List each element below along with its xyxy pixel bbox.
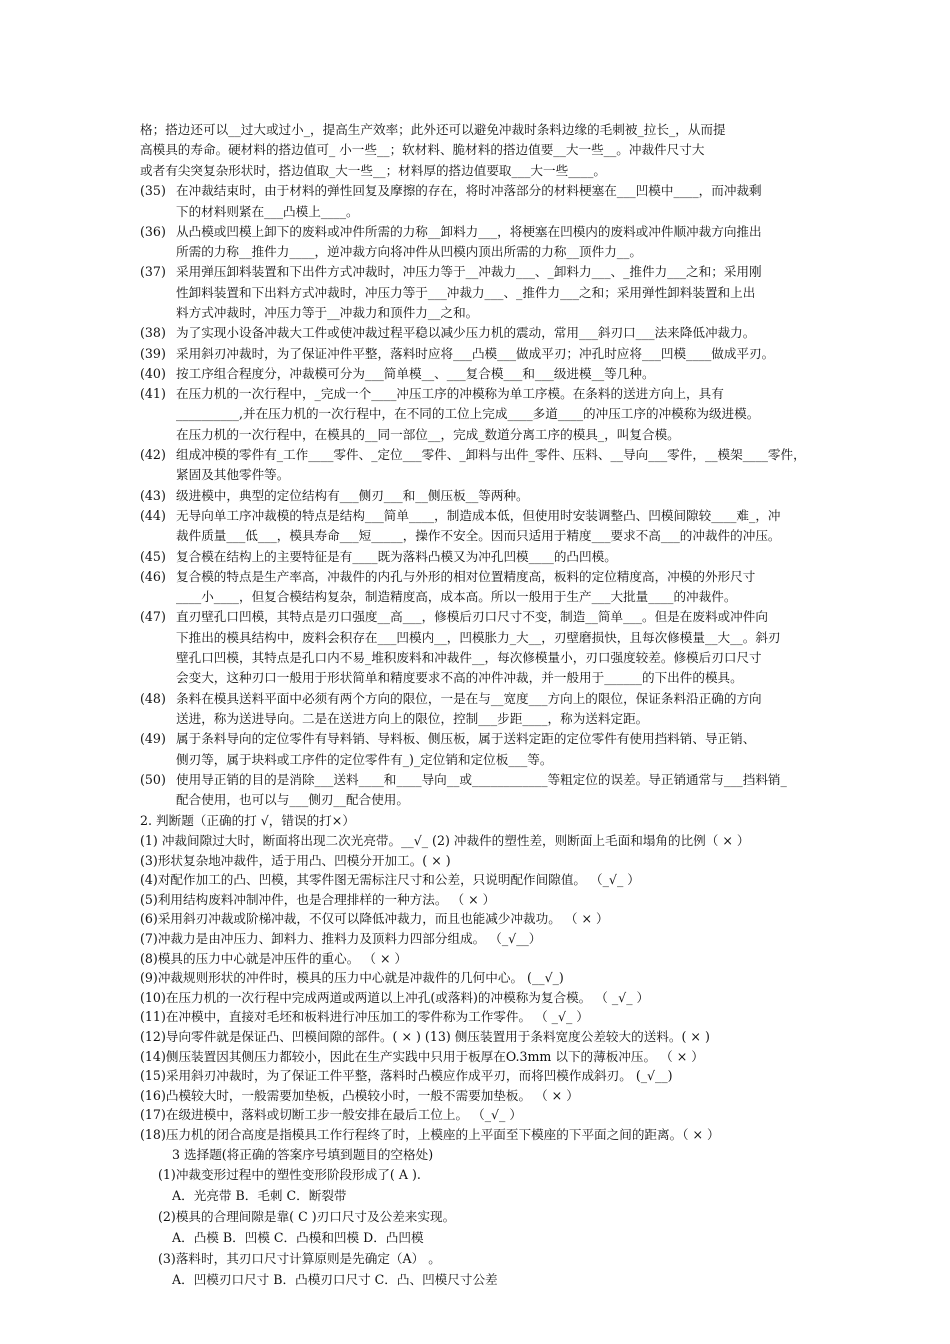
question-line: 侧刃等，属于块料或工序件的定位零件有_)_定位销和定位板___等。 (176, 751, 553, 767)
judge-item: (11)在冲模中，直接对毛坯和板料进行冲压加工的零件称为工作零件。 （ _√_ ） (140, 1009, 589, 1025)
question-line: 条料在模具送料平面中必须有两个方向的限位，一是在与__宽度___方向上的限位，保证条料沿正确的方向 (176, 690, 762, 706)
question-line: 在压力机的一次行程中，在模具的__同一部位__，完成_数道分离工序的模具_，叫复合模。 (176, 426, 680, 442)
judge-item: (12)导向零件就是保证凸、凹模间隙的部件。( × ) (13) 侧压装置用于条料宽度公差较大的送料。( × ) (140, 1028, 710, 1044)
question-line: 所需的力称__推件力____，逆冲裁方向将冲件从凹模内顶出所需的力称__顶件力__。 (176, 244, 642, 260)
choice-section-heading: 3 选择题(将正确的答案序号填到题目的空格处) (172, 1146, 434, 1162)
question-line: 裁件质量___低___，模具寿命___短_____，操作不安全。因而只适用于精度___要求不高___的冲裁件的冲压。 (176, 528, 781, 544)
question-line: 采用斜刃冲裁时，为了保证冲件平整，落料时应将___凸模___做成平刃；冲孔时应将___凹模____做成平刃。 (176, 345, 775, 361)
question-number: (38) (140, 325, 166, 341)
question-number: (40) (140, 365, 166, 381)
question-line: 采用弹压卸料装置和下出件方式冲裁时，冲压力等于__冲裁力___、_卸料力___、_推件力___之和；采用刚 (176, 264, 762, 280)
question-line: ____小____，但复合模结构复杂，制造精度高，成本高。所以一般用于生产___大批量____的冲裁件。 (176, 589, 737, 605)
intro-line: 格；搭边还可以__过大或过小_，提高生产效率；此外还可以避免冲裁时条料边缘的毛刺被_拉长_，从而提 (140, 122, 726, 137)
judge-item: (16)凸模较大时，一般需要加垫板，凸模较小时，一般不需要加垫板。 （ × ） (140, 1087, 579, 1103)
question-item (140, 445, 830, 486)
intro-line: 或者有尖突复杂形状时，搭边值取_大一些__；材料厚的搭边值要取___大一些____。 (140, 162, 606, 178)
question-number: (43) (140, 487, 166, 503)
choice-options: A．凸模 B．凹模 C．凸模和凹模 D．凸凹模 (172, 1230, 424, 1246)
question-line: 会变大，这种刃口一般用于形状简单和精度要求不高的冲件冲裁，并一般用于______的下出件的模具。 (176, 670, 743, 686)
question-item (140, 181, 830, 222)
judge-item: (18)压力机的闭合高度是指模具工作行程终了时，上模座的上平面至下模座的下平面之间的距离。（ × ） (140, 1126, 720, 1142)
judge-item: (3)形状复杂地冲裁件，适于用凸、凹模分开加工。( × ) (140, 852, 451, 868)
choice-options: A．凹模刃口尺寸 B．凸模刃口尺寸 C．凸、凹模尺寸公差 (172, 1272, 498, 1288)
judge-item: (15)采用斜刃冲裁时，为了保证工件平整，落料时凸模应作成平刃，而将凹模作成斜刃。 (_√__) (140, 1068, 673, 1084)
question-item (140, 729, 830, 770)
question-item (140, 607, 830, 688)
question-item (140, 506, 830, 547)
question-item (140, 689, 830, 730)
question-line: 使用导正销的目的是消除___送料____和____导向__或____________等粗定位的误差。导正销通常与___挡料销_ (176, 771, 787, 787)
question-item (140, 770, 830, 811)
choice-questions (140, 1164, 830, 1290)
question-line: __________,并在压力机的一次行程中，在不同的工位上完成____多道____的冲压工序的冲模称为级进模。 (176, 406, 760, 422)
question-line: 性卸料装置和下出料方式冲裁时，冲压力等于___冲裁力___、_推件力___之和；采用弹性卸料装置和上出 (176, 284, 756, 300)
question-number: (44) (140, 507, 166, 523)
question-line: 属于条料导向的定位零件有导料销、导料板、侧压板，属于送料定距的定位零件有使用挡料销、导正销、 (176, 731, 756, 747)
question-line: 配合使用，也可以与___侧刃__配合使用。 (176, 792, 409, 808)
question-number: (48) (140, 690, 166, 706)
judge-section-heading: 2. 判断题（正确的打 √，错误的打×） (140, 813, 355, 829)
question-item (140, 384, 830, 445)
question-line: 直刃壁孔口凹模，其特点是刃口强度__高___，修模后刃口尺寸不变，制造__简单___。但是在废料或冲件向 (176, 609, 768, 625)
judge-item: (7)冲裁力是由冲压力、卸料力、推料力及顶料力四部分组成。 （_√__） (140, 930, 542, 946)
judge-item: (6)采用斜刃冲裁或阶梯冲裁，不仅可以降低冲裁力，而且也能减少冲裁功。 （ × ） (140, 911, 609, 927)
judge-item: (1) 冲裁间隙过大时，断面将出现二次光亮带。__√_ (2) 冲裁件的塑性差，则断面上毛面和塌角的比例（ × ） (140, 833, 750, 849)
question-line: 组成冲模的零件有_工作____零件、_定位___零件、_卸料与出件_零件、压料、__导向___零件，__模架____零件， (176, 447, 806, 463)
question-line: 壁孔口凹模，其特点是孔口内不易_堆积废料和冲裁件__，每次修模量小，刃口强度较差。修模后刃口尺寸 (176, 650, 762, 666)
question-line: 从凸模或凹模上卸下的废料或冲件所需的力称__卸料力___，将梗塞在凹模内的废料或冲件顺冲裁方向推出 (176, 223, 762, 239)
judge-item: (9)冲裁规则形状的冲件时，模具的压力中心就是冲裁件的几何中心。 (__√_) (140, 970, 564, 986)
question-line: 在冲裁结束时，由于材料的弹性回复及摩擦的存在，将时冲落部分的材料梗塞在___凹模中____，而冲裁剩 (176, 183, 762, 199)
judge-questions (140, 831, 830, 1145)
question-item (140, 344, 830, 364)
question-line: 送进，称为送进导向。二是在送进方向上的限位，控制___步距____，称为送料定距。 (176, 710, 649, 726)
judge-item: (4)对配作加工的凸、凹模，其零件图无需标注尺寸和公差，只说明配作间隙值。 （_√_ ） (140, 872, 640, 888)
question-line: 级进模中，典型的定位结构有___侧刃___和__侧压板__等两种。 (176, 487, 529, 503)
question-number: (46) (140, 568, 166, 584)
judge-item: (10)在压力机的一次行程中完成两道或两道以上冲孔(或落料)的冲模称为复合模。 （ _√_ ） (140, 989, 650, 1005)
question-item (140, 567, 830, 608)
question-item (140, 486, 830, 506)
question-line: 为了实现小设备冲裁大工件或使冲裁过程平稳以减少压力机的震动，常用___斜刃口___法来降低冲裁力。 (176, 325, 756, 341)
question-line: 下推出的模具结构中，废料会积存在___凹模内__，凹模胀力_大__，刃壁磨损快，且每次修模量__大__。斜刃 (176, 629, 781, 645)
judge-item: (5)利用结构废料冲制冲件，也是合理排样的一种方法。 （ × ） (140, 891, 496, 907)
choice-options: A．光亮带 B．毛刺 C．断裂带 (172, 1188, 347, 1204)
question-line: 按工序组合程度分，冲裁模可分为___简单模__、___复合模___和___级进模__等几种。 (176, 365, 655, 381)
question-line: 复合模的特点是生产率高，冲裁件的内孔与外形的相对位置精度高，板料的定位精度高，冲模的外形尺寸 (176, 568, 756, 584)
choice-question: (3)落料时，其刃口尺寸计算原则是先确定（A） 。 (158, 1251, 441, 1267)
question-line: 无导向单工序冲裁模的特点是结构___简单____，制造成本低，但使用时安装调整凸、凹模间隙较____难_，冲 (176, 507, 781, 523)
question-item (140, 364, 830, 384)
question-number: (41) (140, 386, 166, 402)
question-number: (36) (140, 223, 166, 239)
question-number: (49) (140, 731, 166, 747)
question-number: (45) (140, 548, 166, 564)
question-number: (37) (140, 264, 166, 280)
question-item (140, 323, 830, 343)
question-line: 复合模在结构上的主要特征是有____既为落料凸模又为冲孔凹模____的凸凹模。 (176, 548, 617, 564)
question-item (140, 262, 830, 323)
question-item (140, 222, 830, 263)
fill-in-questions (140, 181, 830, 810)
question-line: 料方式冲裁时，冲压力等于__冲裁力和顶件力__之和。 (176, 305, 479, 320)
question-number: (47) (140, 609, 166, 625)
choice-question: (1)冲裁变形过程中的塑性变形阶段形成了( A ). (158, 1167, 421, 1183)
question-line: 在压力机的一次行程中，_完成一个____冲压工序的冲模称为单工序模。在条料的送进方向上，具有 (176, 386, 724, 402)
intro-line: 高模具的寿命。硬材料的搭边值可_ 小一些__；软材料、脆材料的搭边值要__大一些__。冲裁件尺寸大 (140, 142, 705, 158)
question-number: (35) (140, 183, 166, 199)
intro-paragraph (140, 120, 830, 181)
question-number: (50) (140, 771, 166, 787)
choice-question: (2)模具的合理间隙是靠( C )刃口尺寸及公差来实现。 (158, 1209, 456, 1225)
question-item (140, 547, 830, 567)
question-line: 紧固及其他零件等。 (176, 467, 290, 483)
judge-item: (8)模具的压力中心就是冲压件的重心。 （ × ） (140, 950, 408, 966)
question-number: (39) (140, 345, 166, 361)
judge-item: (14)侧压装置因其侧压力都较小，因此在生产实践中只用于板厚在O.3mm 以下的薄板冲压。 （ × ） (140, 1048, 704, 1064)
question-line: 下的材料则紧在___凸模上____。 (176, 203, 359, 219)
judge-item: (17)在级进模中，落料或切断工步一般安排在最后工位上。 （_√_ ） (140, 1107, 522, 1123)
question-number: (42) (140, 447, 166, 463)
